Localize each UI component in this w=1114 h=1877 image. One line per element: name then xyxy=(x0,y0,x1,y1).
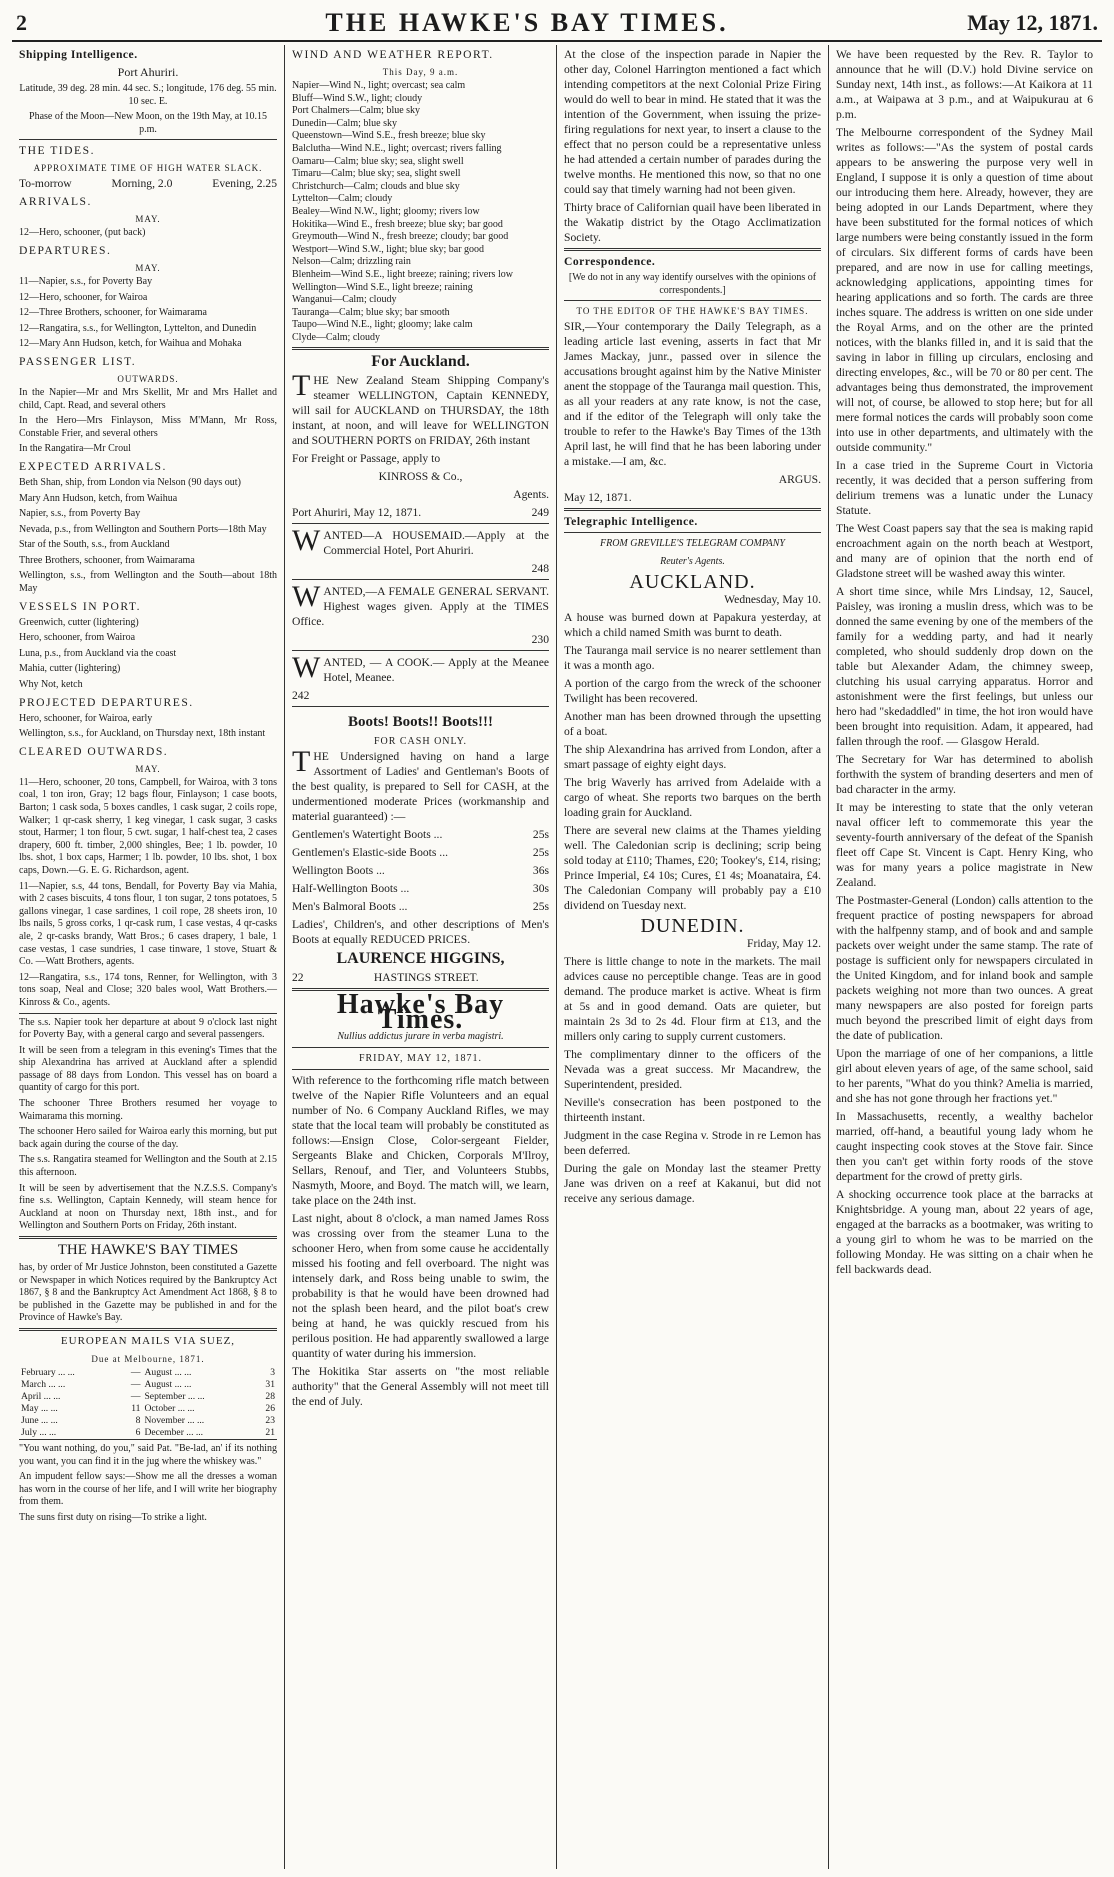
boots-address xyxy=(292,970,549,985)
boots-price: 36s xyxy=(532,864,549,878)
auckland-item: Another man has been drowned through the upsetting of a boat. xyxy=(564,710,821,739)
mails-day: — xyxy=(130,1378,141,1390)
correspondence-date: May 12, 1871. xyxy=(564,491,632,505)
expected-item: Star of the South, s.s., from Auckland xyxy=(19,539,170,551)
arrivals-heading: ARRIVALS. xyxy=(19,195,92,209)
passenger-outwards: OUTWARDS. xyxy=(117,373,179,384)
cleared-item: 12—Rangatira, s.s., 174 tons, Renner, for Wellington, with 3 tons soap, Neal and Close; 320 bales wool, Watt Brothers.—Kinross & Co., agents. xyxy=(19,971,277,1008)
expected-item: Napier, s.s., from Poverty Bay xyxy=(19,508,141,520)
mails-month: May ... ... xyxy=(21,1402,58,1414)
tides-sub: APPROXIMATE TIME OF HIGH WATER SLACK. xyxy=(33,163,263,174)
weather-item: Port Chalmers—Calm; blue sky xyxy=(292,105,421,117)
weather-item: Christchurch—Calm; clouds and blue sky xyxy=(292,180,460,192)
mails-month: April ... ... xyxy=(21,1390,61,1402)
auckland-ad-heading: For Auckland. xyxy=(371,353,470,371)
projected-heading: PROJECTED DEPARTURES. xyxy=(19,695,194,709)
departure-item: 12—Three Brothers, schooner, for Waimarama xyxy=(19,307,207,319)
auckland-item: A house was burned down at Papakura yesterday, at which a child named Smith was burnt to death. xyxy=(564,611,821,640)
mails-day: 11 xyxy=(131,1402,141,1414)
weather-item: Westport—Wind S.W., light; blue sky; bar good xyxy=(292,243,485,255)
weather-item: Clyde—Calm; cloudy xyxy=(292,331,381,343)
mails-day: 28 xyxy=(265,1390,275,1402)
boots-text-2: Ladies', Children's, and other descriptions of Men's Boots at equally REDUCED PRICES. xyxy=(292,918,549,947)
dunedin-item: During the gale on Monday last the steamer Pretty Jane was driven on a reef at Kakanui, but did not receive any serious damage. xyxy=(564,1162,821,1206)
arrival-item: 12—Hero, schooner, (put back) xyxy=(19,227,146,239)
weather-heading: WIND AND WEATHER REPORT. xyxy=(292,48,494,61)
news-para: The West Coast papers say that the sea is making rapid encroachment again on the north beach at Westport, and many are of opinion that the north end of Gladstone street will be washed away this winter. xyxy=(836,522,1093,580)
departure-item: 12—Mary Ann Hudson, ketch, for Waihua and Mohaka xyxy=(19,338,242,350)
shipping-news: It will be seen from a telegram in this evening's Times that the ship Alexandrina has arrived at Auckland after a splendid passage of 88 days from London. This vessel has on board a quantity of cargo for this port. xyxy=(19,1044,277,1094)
auckland-ad-place: Port Ahuriri, May 12, 1871. xyxy=(292,506,422,520)
mails-month: March ... ... xyxy=(21,1378,66,1390)
news-para: Upon the marriage of one of her companions, a little girl about eleven years of age, of the same school, said to her parents, "What do you think? Amelia is married, and she has not gone through her fractions yet." xyxy=(836,1047,1093,1105)
vessel-item: Luna, p.s., from Auckland via the coast xyxy=(19,647,177,659)
mails-month: June ... ... xyxy=(21,1414,58,1426)
weather-item: Wanganui—Calm; cloudy xyxy=(292,294,397,306)
projected-item: Hero, schooner, for Wairoa, early xyxy=(19,712,153,724)
news-para: The Secretary for War has determined to abolish forthwith the system of branding deserters and men of bad character in the army. xyxy=(836,753,1093,796)
auckland-item: The ship Alexandrina has arrived from London, after a smart passage of eighty eight days. xyxy=(564,743,821,772)
weather-item: Lyttelton—Calm; cloudy xyxy=(292,193,393,205)
cleared-item: 11—Napier, s.s, 44 tons, Bendall, for Poverty Bay via Mahia, with 2 cases biscuits, 4 tons flour, 1 ton sugar, 2 tons potatoes, 5 gallons vinegar, 1 case sardines, 1 coil rope, 28 sheets iron, 10 lbs nails, 5 gross corks, 1 qr-cask rum, 1 case vestas, 4 qr-casks ale, 2 qr-casks brandy, Watt Bros.; 6 cases drapery, 1 bale, 1 case vestas, 1 case sundries, 1 case tinware, 1 stove, Stuart & Co. —Watt Brothers, agents. xyxy=(19,880,277,968)
auckland-item: The Tauranga mail service is no nearer settlement than it was a month ago. xyxy=(564,644,821,673)
cleared-item: 11—Hero, schooner, 20 tons, Campbell, for Wairoa, with 3 tons coal, 1 ton iron, Gray; 12 bags flour, Finlayson; 1 case boots, Barton; 1 cask soda, 5 boxes candles, 1 cask sugar, 2 coils rope, Walker; 1 qr-cask sherry, 1 keg vinegar, 1 cask sugar, 3 casks stout, Harmer; 1 ton flour, 5 cwt. sugar, 1 half-chest tea, 2 cases drapery, 600 ft. timber, 2,000 shingles, Bee; 1 lb. powder, 10 lbs. shot, 1 box caps, Harmer; 1 lb. powder, 10 lbs. shot, 1 box caps, Down.—G. E. G. Richardson, agent. xyxy=(19,776,277,876)
boots-sub: FOR CASH ONLY. xyxy=(373,736,468,748)
passenger-item: In the Hero—Mrs Finlayson, Miss M'Mann, Mr Ross, Constable Frier, and several others xyxy=(19,415,277,439)
expected-item: Beth Shan, ship, from London via Nelson (90 days out) xyxy=(19,476,241,488)
servant-ad: WANTED,—A FEMALE GENERAL SERVANT. Highest wages given. Apply at the TIMES Office. xyxy=(292,580,549,629)
boots-price-row xyxy=(292,845,549,860)
auckland-ad-agent: KINROSS & Co., xyxy=(378,470,463,484)
gazette-notice-heading: THE HAWKE'S BAY TIMES xyxy=(57,1242,239,1258)
cook-ad: WANTED, — A COOK.— Apply at the Meanee Hotel, Meanee. xyxy=(292,651,549,685)
auckland-heading: AUCKLAND. xyxy=(629,571,756,594)
boots-item: Half-Wellington Boots ... xyxy=(292,882,410,896)
projected-item: Wellington, s.s., for Auckland, on Thursday next, 18th instant xyxy=(19,728,266,740)
expected-heading: EXPECTED ARRIVALS. xyxy=(19,459,167,473)
weather-item: Dunedin—Calm; blue sky xyxy=(292,117,397,129)
mails-day: 26 xyxy=(265,1402,275,1414)
boots-text: THE Undersigned having on hand a large Assortment of Ladies' and Gentleman's Boots of the best quality, is prepared to Sell for CASH, at the undermentioned moderate Prices (workmanship and material guaranteed) :— xyxy=(292,745,549,824)
boots-item: Men's Balmoral Boots ... xyxy=(292,900,408,914)
auckland-item: A portion of the cargo from the wreck of the schooner Twilight has been recovered. xyxy=(564,677,821,706)
auckland-ad-text: THE New Zealand Steam Shipping Company's steamer WELLINGTON, Captain KENNEDY, will sail for AUCKLAND on THURSDAY, the 18th instant, at noon, and will leave for WELLINGTON and SOUTHERN PORTS on FRIDAY, 26th instant xyxy=(292,369,549,448)
cleared-heading: CLEARED OUTWARDS. xyxy=(19,744,169,758)
weather-item: Timaru—Calm; blue sky; sea, slight swell xyxy=(292,168,461,180)
anecdote: The suns first duty on rising—To strike a light. xyxy=(19,1511,207,1523)
correspondence-signature: ARGUS. xyxy=(778,473,821,487)
shipping-news: The s.s. Rangatira steamed for Wellington and the South at 2.15 this afternoon. xyxy=(19,1154,277,1179)
telegram-agents: Reuter's Agents. xyxy=(660,556,725,568)
editorial-para: With reference to the forthcoming rifle match between twelve of the Napier Rifle Volunteers and an equal number of No. 6 Company Auckland Rifles, we may state that the local team will probably be constituted as follows:—Ensign Close, Color-sergeant Fielder, Sergeants Blake and Chicken, Corporals M'Ilroy, Sellars, Renouf, and Tier, and Volunteers Stubbs, Nasmyth, Moore, and Boyd. The match will, we learn, take place on the 24th inst. xyxy=(292,1074,549,1208)
auckland-ad-footer xyxy=(292,505,549,520)
column-4 xyxy=(828,45,1100,1869)
port-name: Port Ahuriri. xyxy=(117,65,179,79)
news-para: Thirty brace of Californian quail have been liberated in the Wakatip district by the Otago Acclimatization Society. xyxy=(564,201,821,244)
weather-item: Nelson—Calm; drizzling rain xyxy=(292,256,411,268)
mails-row xyxy=(19,1391,277,1403)
weather-item: Oamaru—Calm; blue sky; sea, slight swell xyxy=(292,155,464,167)
boots-price: 25s xyxy=(532,900,549,914)
mails-day: 8 xyxy=(135,1414,141,1426)
mails-month: August ... ... xyxy=(144,1378,192,1390)
weather-item: Napier—Wind N., light; overcast; sea calm xyxy=(292,80,466,91)
boots-price-row xyxy=(292,827,549,842)
paper-motto: Nullius addictus jurare in verba magistri. xyxy=(337,1031,504,1043)
servant-ad-number: 230 xyxy=(531,633,549,647)
weather-item: Bealey—Wind N.W., light; gloomy; rivers low xyxy=(292,205,480,217)
editorial-para: The Hokitika Star asserts on "the most reliable authority" that the General Assembly will not meet till the end of July. xyxy=(292,1365,549,1409)
vessel-item: Mahia, cutter (lightering) xyxy=(19,663,121,675)
auckland-item: There are several new claims at the Thames yielding well. The Caledonian scrip is declining; scrip being sold today at £110; Thames, £20; Tookey's, £14, rising; Prince Imperial, £4 10s; Cures, £1 4s; Moanataira, £4. The Caledonian Company will probably pay a £10 dividend on Tuesday next. xyxy=(564,824,821,913)
mails-row xyxy=(19,1403,277,1415)
weather-item: Greymouth—Wind N., fresh breeze; cloudy; bar good xyxy=(292,231,509,243)
passenger-heading: PASSENGER LIST. xyxy=(19,354,137,368)
mails-heading: EUROPEAN MAILS VIA SUEZ, xyxy=(60,1334,236,1347)
lat-long: Latitude, 39 deg. 28 min. 44 sec. S.; longitude, 176 deg. 55 min. 10 sec. E. xyxy=(19,83,277,107)
boots-item: Gentlemen's Elastic-side Boots ... xyxy=(292,846,449,860)
departures-heading: DEPARTURES. xyxy=(19,243,112,257)
mails-month: September ... ... xyxy=(144,1390,205,1402)
cleared-month: MAY. xyxy=(135,763,161,774)
housemaid-ad-number: 248 xyxy=(531,562,549,576)
passenger-item: In the Napier—Mr and Mrs Skellit, Mr and Mrs Hallet and child, Capt. Read, and several others xyxy=(19,386,277,411)
mails-day: 23 xyxy=(265,1414,275,1426)
shipping-heading: Shipping Intelligence. xyxy=(19,48,138,61)
expected-item: Wellington, s.s., from Wellington and the South—about 18th May xyxy=(19,570,277,595)
mails-day: 3 xyxy=(270,1366,275,1378)
boots-merchant: LAURENCE HIGGINS, xyxy=(336,950,505,968)
dunedin-heading: DUNEDIN. xyxy=(640,915,745,938)
weather-item: Queenstown—Wind S.E., fresh breeze; blue sky xyxy=(292,130,486,142)
departure-item: 11—Napier, s.s., for Poverty Bay xyxy=(19,275,153,287)
boots-price: 25s xyxy=(532,846,549,860)
auckland-ad-agents: Agents. xyxy=(513,488,549,502)
weather-item: Tauranga—Calm; blue sky; bar smooth xyxy=(292,306,450,318)
boots-address-number: 22 xyxy=(292,971,304,985)
boots-price-list xyxy=(292,827,549,914)
departures-month: MAY. xyxy=(135,262,161,273)
boots-price: 30s xyxy=(532,882,549,896)
dunedin-item: Judgment in the case Regina v. Strode in re Lemon has been deferred. xyxy=(564,1129,821,1158)
mails-month: August ... ... xyxy=(144,1366,192,1378)
boots-address-street: HASTINGS STREET. xyxy=(373,971,479,985)
mails-month: July ... ... xyxy=(21,1426,57,1438)
mails-day: 6 xyxy=(135,1426,141,1438)
mails-month: October ... ... xyxy=(144,1402,195,1414)
column-3 xyxy=(556,45,828,1869)
arrivals-month: MAY. xyxy=(135,214,161,225)
shipping-news: The schooner Hero sailed for Wairoa early this morning, but put back again during the course of the day. xyxy=(19,1126,277,1150)
news-para: The Postmaster-General (London) calls attention to the frequent practice of posting newspapers for abroad with the halfpenny stamp, and of book and and sample packets over weight under the same stamp. The rate of postage is sufficient only for newspapers circulated in the United Kingdom, and for inland book and sample packets weighing not more than two ounces. A great many newspapers are also posted for foreign parts much beyond the prescribed limit of eight days from the date of publication. xyxy=(836,894,1093,1042)
departure-item: 12—Rangatira, s.s., for Wellington, Lyttelton, and Dunedin xyxy=(19,322,257,334)
moon-phase: Phase of the Moon—New Moon, on the 19th May, at 10.15 p.m. xyxy=(29,111,267,135)
correspondence-note: [We do not in any way identify ourselves with the opinions of correspondents.] xyxy=(568,272,817,296)
news-para: In Massachusetts, recently, a wealthy bachelor married, off-hand, a beautiful young lady whom he caught inspecting cook stoves at the Stove fair. Since then you can't get within forty roods of the stove department for the crowd of pretty girls. xyxy=(836,1110,1093,1183)
boots-price: 25s xyxy=(532,828,549,842)
columns xyxy=(12,45,1102,1869)
shipping-news: The schooner Three Brothers resumed her voyage to Waimarama this morning. xyxy=(19,1098,277,1122)
mails-row xyxy=(19,1379,277,1391)
boots-price-row xyxy=(292,863,549,878)
editorial-para: Last night, about 8 o'clock, a man named James Ross was crossing over from the steamer Luna to the schooner Hero, when from some cause he accidentally missed his footing and fell overboard. The night was intensely dark, and Ross being unable to swim, the probability is that he would have been drowned had not the splash been heard, and the pilot boat's crew being at hand, he was quickly rescued from his perilous position. He had apparently swallowed a large quantity of water during his immersion. xyxy=(292,1212,549,1361)
issue-date: May 12, 1871. xyxy=(967,10,1098,35)
expected-item: Three Brothers, schooner, from Waimarama xyxy=(19,554,195,566)
cook-ad-number: 242 xyxy=(292,689,310,703)
expected-item: Nevada, p.s., from Wellington and Southern Ports—18th May xyxy=(19,523,267,535)
boots-price-row xyxy=(292,881,549,896)
dunedin-date: Friday, May 12. xyxy=(747,937,821,951)
news-para: A short time since, while Mrs Lindsay, 12, Saucel, Paisley, was ironing a muslin dress, which was to be donned the same evening by one of the members of the family for a wedding party, and had it nearly completed, who should suddenly drop down on the table but Alexander Adam, the chimney sweep, clutching his usual carrying apparatus. Horror and astonishment were the first feelings, but unless our hero had "skedaddled" in time, the hot iron would have been brought into requisition. Adam, it appeared, had fallen through the roof. — Glasgow Herald. xyxy=(836,585,1093,748)
paper-date: FRIDAY, MAY 12, 1871. xyxy=(358,1053,483,1065)
news-para: We have been requested by the Rev. R. Taylor to announce that he will (D.V.) hold Divine service on Sunday next, 14th inst., as follows:—At Kaikora at 11 a.m., at Waipawa at 3 p.m., and at Waipukurau at 6 p.m. xyxy=(836,48,1093,121)
correspondence-heading: Correspondence. xyxy=(564,255,656,268)
mails-table xyxy=(19,1367,277,1439)
housemaid-ad: WANTED—A HOUSEMAID.—Apply at the Commercial Hotel, Port Ahuriri. xyxy=(292,524,549,558)
vessel-item: Greenwich, cutter (lightering) xyxy=(19,616,139,628)
telegram-source: FROM GREVILLE'S TELEGRAM COMPANY xyxy=(599,538,785,550)
departure-item: 12—Hero, schooner, for Wairoa xyxy=(19,291,148,303)
shipping-news: It will be seen by advertisement that the N.Z.S.S. Company's fine s.s. Wellington, Captain Kennedy, will steam hence for Auckland at noon on Thursday next, 18th inst., and for Wellington and Southern Ports on Friday, 26th instant. xyxy=(19,1182,277,1232)
weather-item: Blenheim—Wind S.E., light breeze; raining; rivers low xyxy=(292,268,513,280)
paper-title: Hawke's Bay Times. xyxy=(336,989,505,1036)
weather-item: Hokitika—Wind E., fresh breeze; blue sky; bar good xyxy=(292,218,503,230)
anecdote: "You want nothing, do you," said Pat. "Be-lad, an' if its nothing you want, you can find it in the jug where the whiskey was." xyxy=(19,1442,277,1467)
news-para: At the close of the inspection parade in Napier the other day, Colonel Harrington mentioned a fact which intending competitors at the next Colonial Prize Firing would do well to bear in mind. He stated that it was the intention of the Government, when issuing the prize-firing regulations for next year, to insert a clause to the effect that no person could be a representative unless he had attended a certain number of parades during the twelve months. He mentioned this now, so that no one could say that timely warning had not been given. xyxy=(564,48,821,196)
auckland-date: Wednesday, May 10. xyxy=(724,593,821,607)
tides-evening: Evening, 2.25 xyxy=(212,177,277,191)
tides-day: To-morrow xyxy=(19,177,72,191)
expected-item: Mary Ann Hudson, ketch, from Waihua xyxy=(19,492,178,504)
news-para: It may be interesting to state that the only veteran naval officer left to commemorate this year the seventy-fourth anniversary of the defeat of the Spanish fleet off Cape St. Vincent is Capt. Henry King, who was for many years a police magistrate in New Zealand. xyxy=(836,801,1093,889)
weather-item: Wellington—Wind S.E., light breeze; raining xyxy=(292,281,473,293)
page-number: 2 xyxy=(16,10,27,35)
mails-row xyxy=(19,1415,277,1427)
mails-row xyxy=(19,1367,277,1379)
dunedin-item: Neville's consecration has been postponed to the thirteenth instant. xyxy=(564,1096,821,1125)
weather-sub: This Day, 9 a.m. xyxy=(382,67,459,77)
weather-list xyxy=(292,80,549,344)
auckland-item: The brig Waverly has arrived from Adelaide with a cargo of wheat. She reports two barques on the berth loading grain for Auckland. xyxy=(564,776,821,820)
shipping-news: The s.s. Napier took her departure at about 9 o'clock last night for Poverty Bay, with a general cargo and several passengers. xyxy=(19,1016,277,1041)
correspondence-to: TO THE EDITOR OF THE HAWKE'S BAY TIMES. xyxy=(576,306,809,317)
tides-row xyxy=(19,176,277,191)
mails-day: 31 xyxy=(265,1378,275,1390)
mails-month: December ... ... xyxy=(144,1426,204,1438)
news-para: A shocking occurrence took place at the barracks at Knightsbridge. A young man, about 22 years of age, engaged at the barracks as a bootmaker, was writing to a young girl to whom he was to be married on the following Monday. He was sitting on a chair when he fell backwards dead. xyxy=(836,1188,1093,1276)
dunedin-item: The complimentary dinner to the officers of the Nevada was a great success. Mr Macandrew, the Superintendent, presided. xyxy=(564,1048,821,1092)
weather-item: Bluff—Wind S.W., light; cloudy xyxy=(292,92,423,104)
auckland-ad-apply: For Freight or Passage, apply to xyxy=(292,452,441,466)
mails-month: February ... ... xyxy=(21,1366,75,1378)
anecdote: An impudent fellow says:—Show me all the dresses a woman has worn in the course of her life, and I will write her biography from them. xyxy=(19,1471,277,1508)
boots-item: Wellington Boots ... xyxy=(292,864,385,878)
column-2 xyxy=(284,45,556,1869)
mails-sub: Due at Melbourne, 1871. xyxy=(91,1353,205,1364)
boots-heading: Boots! Boots!! Boots!!! xyxy=(348,714,493,731)
mails-day: — xyxy=(130,1390,141,1402)
auckland-ad-number: 249 xyxy=(531,506,549,520)
weather-item: Taupo—Wind N.E., light; gloomy; lake calm xyxy=(292,319,473,331)
weather-item: Balclutha—Wind N.E., light; overcast; rivers falling xyxy=(292,142,502,154)
mails-month: November ... ... xyxy=(144,1414,205,1426)
passenger-item: In the Rangatira—Mr Croul xyxy=(19,443,131,455)
mails-day: 21 xyxy=(265,1426,275,1438)
news-para: In a case tried in the Supreme Court in Victoria recently, it was decided that a person suffering from delirium tremens was a lunatic under the Lunacy Statute. xyxy=(836,459,1093,517)
vessel-item: Why Not, ketch xyxy=(19,679,83,691)
news-para: The Melbourne correspondent of the Sydney Mail writes as follows:—"As the system of postal cards appears to be answering the purpose very well in England, I suppose it is only a question of time about our introducing them here. Already, however, they are being adopted in our Lands Department, where they have been substituted for the formal notices of which large numbers were being constantly issued in the form of circulars. Six different forms of cards have been prepared, and are now in use for calling meetings, acknowledging applications, appointing times for hearing applications and so forth. The cards are three inches square. The address is written on one side under the Royal Arms, and on the other are the printed notices, with the blanks filled in, and it is said that the saving in labor in filling up circulars, enclosing and directing envelopes, &c., will be 70 or 80 per cent. The advantages being thus demonstrated, the improvement will not, of course, be allowed to stop here; but for all mere formal notices the cards will probably soon come into use in other departments, and ultimately with the outside community." xyxy=(836,126,1093,454)
correspondence-letter: SIR,—Your contemporary the Daily Telegraph, as a leading article last evening, asserts in fact that Mr James Mackay, junr., passed over in silence the accusations brought against him by the Native Minister anent the stoppage of the Tauranga mail question. This, as all your readers at any rate know, is not the case, and if the editor of the Telegraph will only take the trouble to refer to the Hawke's Bay Times of the 13th April last, he will find that he has been laboring under a mistake.—I am, &c. xyxy=(564,320,821,469)
mails-day: — xyxy=(130,1366,141,1378)
vessels-heading: VESSELS IN PORT. xyxy=(19,599,141,613)
mails-row xyxy=(19,1427,277,1439)
vessel-item: Hero, schooner, from Wairoa xyxy=(19,632,136,644)
gazette-notice-text: has, by order of Mr Justice Johnston, been constituted a Gazette or Newspaper in which Notices required by the Bankruptcy Act 1867, § 8 and the Bankruptcy Act Amendment Act 1868, § 8 to be published in the Gazette may be published in and for the Province of Hawke's Bay. xyxy=(19,1262,277,1324)
newspaper-name: THE HAWKE'S BAY TIMES. xyxy=(325,8,729,37)
boots-item: Gentlemen's Watertight Boots ... xyxy=(292,828,443,842)
tides-morning: Morning, 2.0 xyxy=(111,177,173,191)
telegraphic-heading: Telegraphic Intelligence. xyxy=(564,515,698,529)
dunedin-item: There is little change to note in the markets. The mail advices cause no perceptible change. Teas are in good demand. The produce market is active. Wheat is firm at 5s and in good demand. Oats are quieter, but maintain 2s 3d to 2s 4d. Flour firm at £13, and the millers only caring to supply current customers. xyxy=(564,955,821,1044)
masthead xyxy=(12,8,1102,42)
column-1 xyxy=(12,45,284,1869)
boots-price-row xyxy=(292,899,549,914)
tides-heading: THE TIDES. xyxy=(19,144,95,158)
